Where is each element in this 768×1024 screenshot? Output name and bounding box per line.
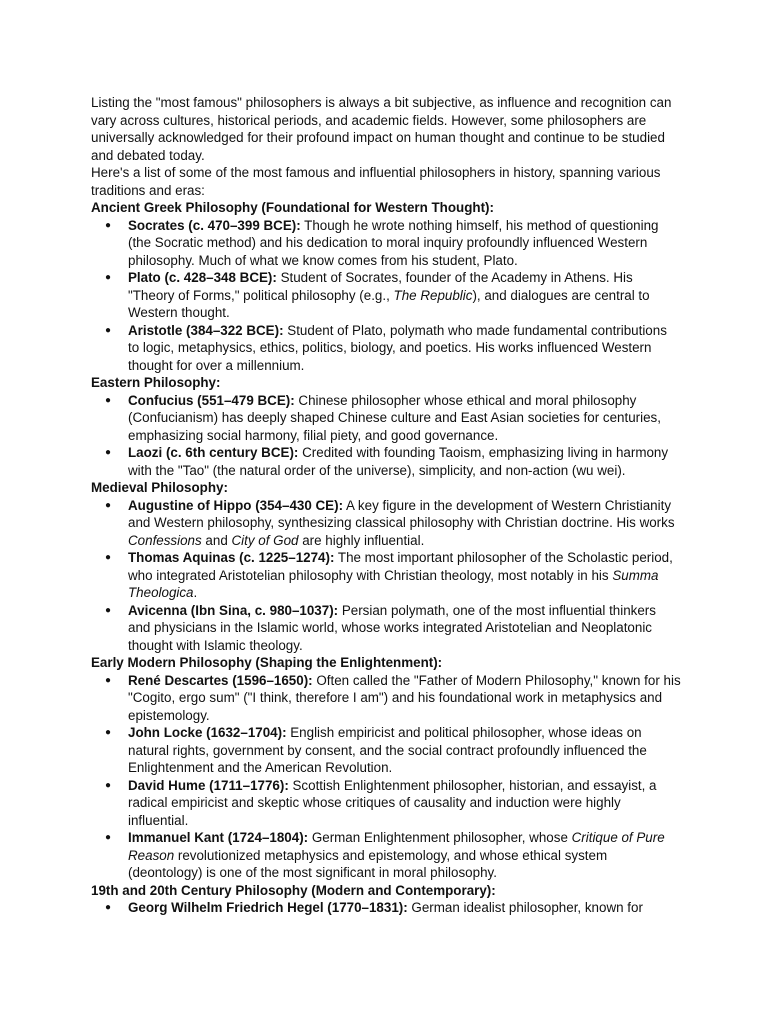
philosopher-description: Credited with founding Taoism, emphasizing living in harmony with the "Tao" (the natural order of the universe), simplicity, and non-action (wu wei).: [128, 445, 669, 478]
philosopher-name: John Locke (1632–1704):: [128, 725, 287, 740]
philosopher-description: A key figure in the development of Western Christianity and Western philosophy, synthesizing classical philosophy with Christian doctrine. His works: [128, 497, 675, 530]
list-item-descartes: [91, 672, 681, 725]
work-title: The Republic: [393, 287, 473, 303]
philosopher-description: Student of Socrates, founder of the Academy in Athens. His "Theory of Forms," political philosophy (e.g.,: [128, 270, 633, 303]
list-item-avicenna: [91, 602, 681, 655]
list-item-laozi: [91, 444, 681, 479]
list-item-hegel: [91, 899, 681, 917]
section-list-medieval: [91, 497, 681, 655]
philosopher-name: Confucius (551–479 BCE):: [128, 392, 295, 408]
section-heading-ancient-greek: Ancient Greek Philosophy (Foundational for Western Thought):: [91, 200, 494, 215]
philosopher-name: Thomas Aquinas (c. 1225–1274):: [128, 550, 335, 565]
list-item-socrates: [91, 217, 681, 270]
document-body: [91, 94, 681, 917]
philosopher-name: Avicenna (Ibn Sina, c. 980–1037):: [128, 602, 339, 618]
philosopher-description: are highly influential.: [298, 532, 425, 548]
philosopher-description: Persian polymath, one of the most influential thinkers and physicians in the Islamic world, whose works integrated Aristotelian and Neoplatonic thought with Islamic theology.: [128, 602, 656, 653]
list-item-confucius: [91, 392, 681, 445]
section-list-eastern: [91, 392, 681, 480]
list-item-kant: [91, 829, 681, 882]
philosopher-description: Though he wrote nothing himself, his method of questioning (the Socratic method) and his dedication to moral inquiry profoundly influenced Western philosophy. Much of what we know comes from his student, Plato.: [128, 217, 659, 268]
section-heading-eastern: Eastern Philosophy:: [91, 375, 221, 390]
philosopher-name: Georg Wilhelm Friedrich Hegel (1770–1831):: [128, 900, 408, 915]
philosopher-description: ), and dialogues are central to Western thought.: [128, 287, 650, 320]
philosopher-name: Augustine of Hippo (354–430 CE):: [128, 497, 344, 513]
intro-list-lead: Here's a list of some of the most famous and influential philosophers in history, spanning various traditions and eras:: [91, 165, 661, 198]
intro-paragraph: Listing the "most famous" philosophers is always a bit subjective, as influence and recognition can vary across cultures, historical periods, and academic fields. However, some philosophers are universally acknowledged for their profound impact on human thought and continue to be studied and debated today.: [91, 95, 672, 163]
philosopher-description: and: [201, 532, 232, 548]
section-heading-medieval: Medieval Philosophy:: [91, 480, 228, 495]
section-heading-early-modern: Early Modern Philosophy (Shaping the Enlightenment):: [91, 655, 443, 670]
philosopher-description: revolutionized metaphysics and epistemology, and whose ethical system (deontology) is one of the most significant in moral philosophy.: [128, 847, 608, 880]
philosopher-name: Immanuel Kant (1724–1804):: [128, 830, 309, 845]
list-item-hume: [91, 777, 681, 830]
philosopher-description: German idealist philosopher, known for: [407, 900, 643, 915]
philosopher-description: English empiricist and political philosopher, whose ideas on natural rights, government by consent, and the social contract profoundly influenced the Enlightenment and the American Revolution.: [128, 725, 647, 775]
philosopher-description: German Enlightenment philosopher, whose: [308, 830, 572, 845]
philosopher-description: Often called the "Father of Modern Philosophy," known for his "Cogito, ergo sum" ("I think, therefore I am") and his foundational work in metaphysics and epistemology.: [128, 672, 681, 723]
philosopher-name: Plato (c. 428–348 BCE):: [128, 270, 277, 285]
philosopher-description: .: [193, 585, 198, 600]
philosopher-description: Scottish Enlightenment philosopher, historian, and essayist, a radical empiricist and skeptic whose critiques of causality and induction were highly influential.: [128, 777, 657, 828]
philosopher-name: Aristotle (384–322 BCE):: [128, 322, 284, 338]
work-title: City of God: [231, 532, 299, 548]
philosopher-name: Laozi (c. 6th century BCE):: [128, 445, 299, 460]
philosopher-name: Socrates (c. 470–399 BCE):: [128, 217, 301, 233]
section-heading-modern-contemporary: 19th and 20th Century Philosophy (Modern and Contemporary):: [91, 882, 496, 898]
list-item-locke: [91, 724, 681, 777]
philosopher-description: Chinese philosopher whose ethical and moral philosophy (Confucianism) has deeply shaped Chinese culture and East Asian societies for centuries, emphasizing social harmony, filial piety, and good governance.: [128, 392, 661, 443]
work-title: Summa Theologica: [128, 567, 659, 600]
work-title: Critique of Pure Reason: [128, 830, 665, 863]
list-item-aristotle: [91, 322, 681, 375]
section-list-early-modern: [91, 672, 681, 882]
philosopher-description: Student of Plato, polymath who made fundamental contributions to logic, metaphysics, ethics, politics, biology, and poetics. His works influenced Western thought for over a millennium.: [128, 322, 667, 373]
section-list-modern-contemporary: [91, 899, 681, 917]
list-item-plato: [91, 269, 681, 322]
list-item-augustine: [91, 497, 681, 550]
work-title: Confessions: [128, 532, 202, 548]
philosopher-name: David Hume (1711–1776):: [128, 777, 289, 793]
philosopher-name: René Descartes (1596–1650):: [128, 672, 313, 688]
list-item-aquinas: [91, 549, 681, 602]
section-list-ancient-greek: [91, 217, 681, 375]
philosopher-description: The most important philosopher of the Scholastic period, who integrated Aristotelian philosophy with Christian theology, most notably in his: [128, 550, 673, 583]
